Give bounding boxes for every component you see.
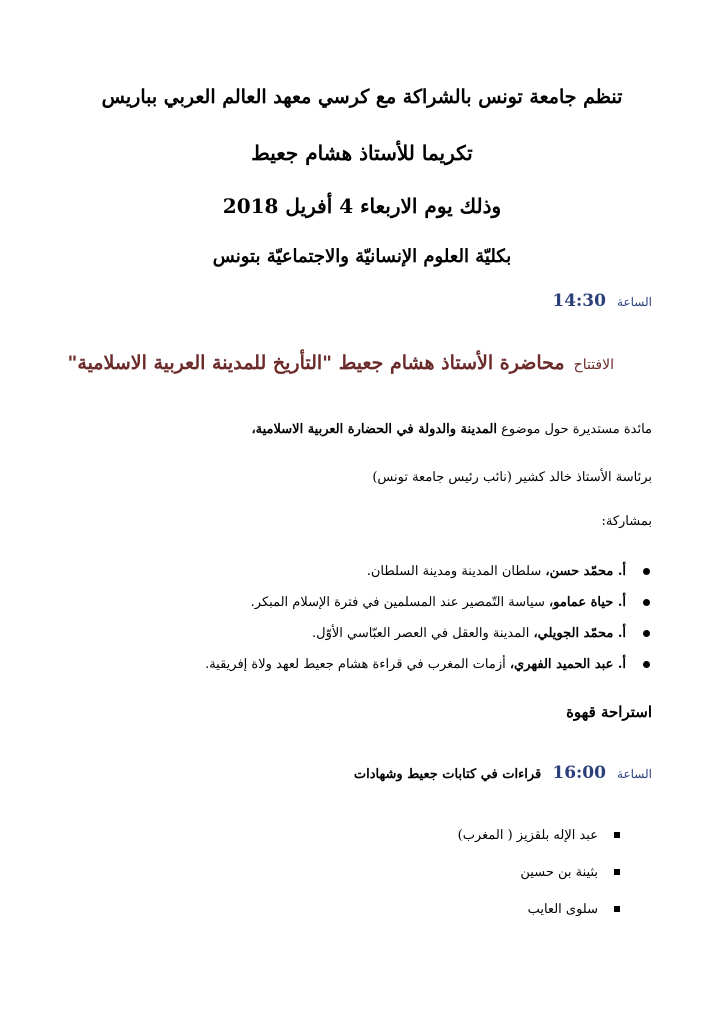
reader-name: سلوى العايب bbox=[527, 902, 598, 917]
reader-name: بثينة بن حسين bbox=[520, 865, 598, 880]
roundtable-line bbox=[251, 422, 652, 437]
session2-title: قراءات في كتابات جعيط وشهادات bbox=[353, 767, 542, 782]
speaker-name: أ. حياة عمامو، bbox=[548, 595, 626, 610]
list-item bbox=[458, 900, 622, 937]
speaker-topic: أزمات المغرب في قراءة هشام جعيط لعهد ولاة إفريقية. bbox=[205, 657, 510, 672]
list-item bbox=[205, 593, 652, 624]
header-line-organizers: تنظم جامعة تونس بالشراكة مع كرسي معهد العالم العربي بباريس bbox=[101, 86, 623, 108]
speakers-list bbox=[205, 562, 652, 686]
list-item bbox=[458, 826, 622, 863]
session2-time-label: الساعة bbox=[617, 767, 652, 781]
header-line-date: وذلك يوم الاربعاء 4 أفريل 2018 bbox=[222, 194, 502, 218]
header-line-venue: بكليّة العلوم الإنسانيّة والاجتماعيّة بتونس bbox=[212, 246, 512, 267]
session1-time: 14:30 bbox=[552, 291, 606, 311]
chair-line: برئاسة الأستاذ خالد كشير (نائب رئيس جامعة تونس) bbox=[372, 470, 652, 485]
square-bullet-icon bbox=[614, 832, 620, 838]
coffee-break: استراحة قهوة bbox=[566, 703, 652, 721]
reader-name: عبد الإله بلقزيز ( المغرب) bbox=[457, 828, 598, 843]
opening-line bbox=[67, 352, 614, 374]
bullet-icon bbox=[643, 630, 650, 637]
speaker-name: أ. عبد الحميد الفهري، bbox=[509, 657, 626, 672]
opening-prefix: الافتتاح bbox=[573, 357, 614, 373]
list-item bbox=[205, 655, 652, 686]
list-item bbox=[205, 562, 652, 593]
session1-time-label: الساعة bbox=[617, 295, 652, 309]
participation-label: بمشاركة: bbox=[601, 514, 652, 529]
bullet-icon bbox=[643, 599, 650, 606]
roundtable-topic: المدينة والدولة في الحضارة العربية الاسلامية، bbox=[251, 422, 497, 437]
square-bullet-icon bbox=[614, 869, 620, 875]
header-line-tribute: تكريما للأستاذ هشام جعيط bbox=[251, 141, 473, 165]
bullet-icon bbox=[643, 661, 650, 668]
session2-time: 16:00 bbox=[552, 763, 606, 783]
session1-time-row bbox=[552, 291, 652, 311]
speaker-topic: سياسة التّمصير عند المسلمين في فترة الإسلام المبكر. bbox=[250, 595, 549, 610]
square-bullet-icon bbox=[614, 906, 620, 912]
roundtable-prefix: مائدة مستديرة حول موضوع bbox=[501, 422, 652, 437]
speaker-topic: المدينة والعقل في العصر العبّاسي الأوّل. bbox=[312, 626, 534, 641]
speaker-name: أ. محمّد الجويلي، bbox=[533, 626, 626, 641]
opening-title: محاضرة الأستاذ هشام جعيط "التأريخ للمدينة العربية الاسلامية" bbox=[67, 352, 565, 374]
bullet-icon bbox=[643, 568, 650, 575]
readers-list bbox=[458, 826, 622, 937]
session2-time-row bbox=[354, 763, 652, 783]
list-item bbox=[458, 863, 622, 900]
speaker-topic: سلطان المدينة ومدينة السلطان. bbox=[366, 564, 546, 579]
list-item bbox=[205, 624, 652, 655]
speaker-name: أ. محمّد حسن، bbox=[545, 564, 626, 579]
